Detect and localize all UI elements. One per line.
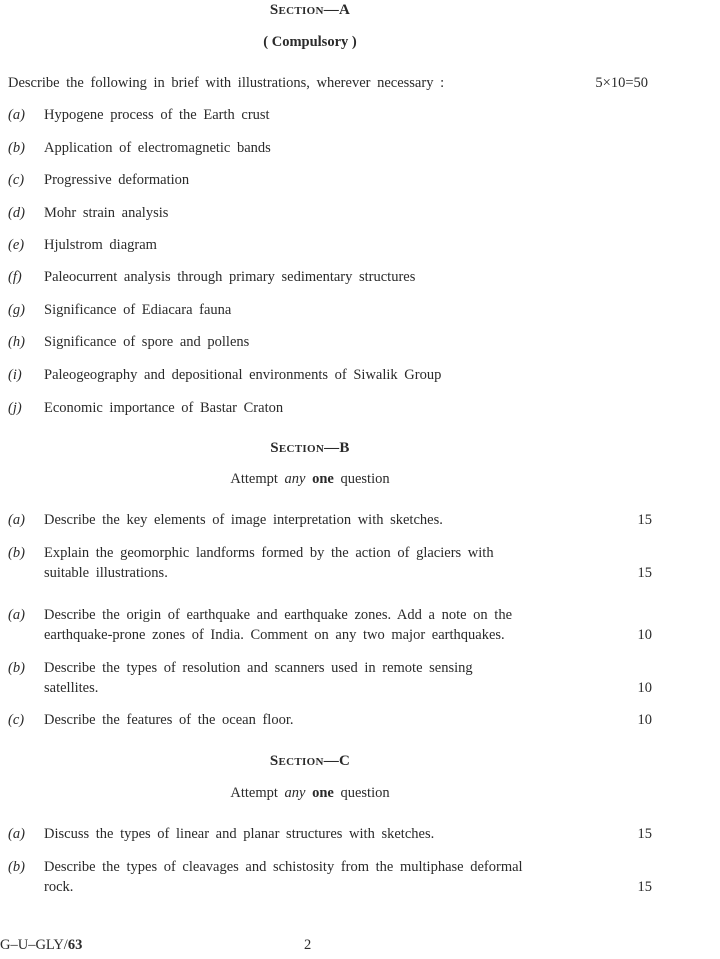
section-b-attempt [0,471,620,488]
attempt-word: Attempt [230,785,278,801]
question-text: Discuss the types of linear and planar structures with sketches. [44,826,435,842]
section-c-attempt [0,785,620,802]
question-label: (b) [8,545,25,561]
question-text-line2: suitable illustrations. [44,565,168,581]
attempt-one: one [312,785,334,801]
section-a-heading: Section—A [269,2,351,18]
paper-code-prefix: G–U–GLY/ [0,937,68,953]
question-text: Hypogene process of the Earth crust [44,107,270,123]
question-label: (e) [8,237,25,253]
question-label: (j) [8,400,22,416]
question-text-line1: Describe the types of resolution and scanners used in remote sensing [44,660,473,676]
question-marks: 10 [637,712,652,728]
question-text: Paleogeography and depositional environments of Siwalik Group [44,367,442,383]
attempt-question: question [340,471,390,487]
question-label: (f) [8,269,22,285]
question-text: Describe the key elements of image interpretation with sketches. [44,512,443,528]
question-marks: 15 [637,879,652,895]
question-label: (c) [8,172,25,188]
section-a-marks: 5×10=50 [595,75,648,91]
question-marks: 15 [637,826,652,842]
question-text-line2: earthquake-prone zones of India. Comment on any two major earthquakes. [44,627,505,643]
question-marks: 10 [637,680,652,696]
question-text: Describe the features of the ocean floor. [44,712,294,728]
question-text: Hjulstrom diagram [44,237,157,253]
question-label: (c) [8,712,25,728]
question-label: (i) [8,367,22,383]
question-label: (b) [8,140,25,156]
attempt-any: any [284,785,306,801]
question-text: Application of electromagnetic bands [44,140,271,156]
question-label: (a) [8,607,25,623]
question-text-line2: satellites. [44,680,99,696]
question-label: (b) [8,660,25,676]
question-label: (a) [8,107,25,123]
question-item [8,607,652,647]
paper-code [0,937,82,954]
section-c-heading: Section—C [269,753,351,769]
question-label: (d) [8,205,25,221]
section-b-heading: Section—B [270,440,350,456]
question-label: (h) [8,334,25,350]
section-a-compulsory: ( Compulsory ) [263,34,357,50]
question-item [8,859,652,899]
question-text: Paleocurrent analysis through primary sedimentary structures [44,269,416,285]
question-text-line1: Describe the types of cleavages and schistosity from the multiphase deformal [44,859,523,875]
question-text: Mohr strain analysis [44,205,169,221]
attempt-any: any [284,471,306,487]
question-text-line1: Describe the origin of earthquake and earthquake zones. Add a note on the [44,607,513,623]
question-marks: 15 [637,565,652,581]
section-a-instruction: Describe the following in brief with illustrations, wherever necessary : [8,75,445,91]
question-item [8,660,652,700]
question-marks: 15 [637,512,652,528]
paper-code-number: 63 [67,937,83,953]
question-text: Progressive deformation [44,172,190,188]
question-text-line2: rock. [44,879,74,895]
attempt-one: one [312,471,334,487]
question-marks: 10 [637,627,652,643]
question-item [8,545,652,585]
question-label: (g) [8,302,25,318]
page-number: 2 [304,937,312,953]
question-label: (b) [8,859,25,875]
question-text: Significance of spore and pollens [44,334,250,350]
attempt-question: question [340,785,390,801]
question-text-line1: Explain the geomorphic landforms formed by the action of glaciers with [44,545,494,561]
question-label: (a) [8,826,25,842]
attempt-word: Attempt [230,471,278,487]
question-text: Economic importance of Bastar Craton [44,400,284,416]
question-label: (a) [8,512,25,528]
question-text: Significance of Ediacara fauna [44,302,232,318]
